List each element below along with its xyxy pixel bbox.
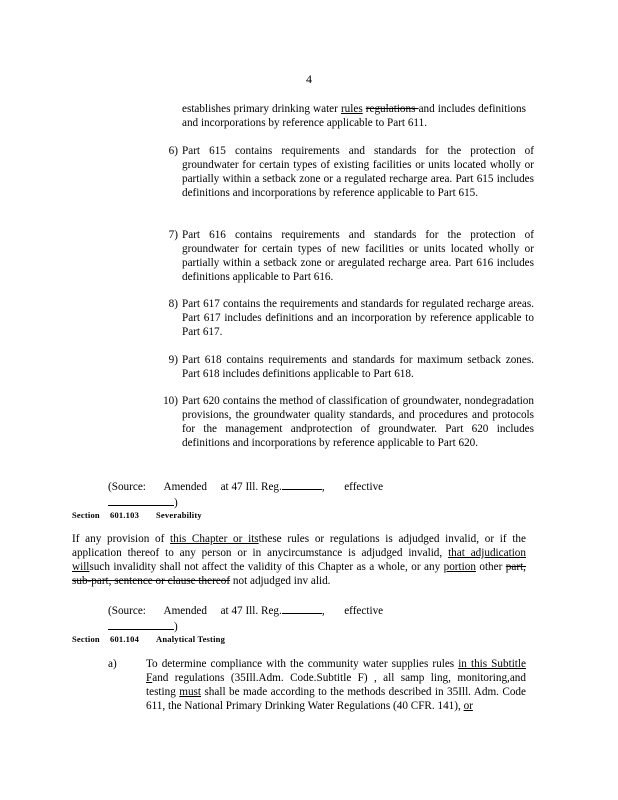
section-number: 601.104 (110, 634, 140, 644)
item-number: 9) (168, 354, 178, 366)
paragraph-text: If any provision of (72, 533, 171, 545)
source-note (108, 478, 448, 510)
section-title: Severability (156, 510, 202, 520)
inserted-text: portion (443, 561, 476, 573)
inserted-text: that adjudication will (72, 547, 526, 573)
paragraph-text: these rules or regulations is adjudged invalid, or if the application thereof to any person or in anycircumstance is adjudged invalid, (72, 533, 526, 559)
item-text: Part 617 contains the requirements and standards for regulated recharge areas. Part 617 includes definitions and an incorporation by reference applicable to Part 617. (182, 298, 534, 338)
source-close: ) (174, 621, 178, 633)
paragraph-text: such invalidity shall not affect the validity of this Chapter as a whole, or any (89, 561, 444, 573)
effective-blank (108, 618, 174, 630)
register-blank (282, 478, 322, 490)
paragraph-text: To determine compliance with the community water supplies rules (146, 658, 459, 670)
source-note (108, 602, 448, 634)
item-text: Part 615 contains requirements and standards for the protection of groundwater for certain types of existing facilities or units located wholly or partially within a setback zone or a regulated recharge area. Part 615 includes definitions and incorporations by reference applicable to Part 615. (182, 145, 534, 199)
paragraph-text: shall be made according to the methods described in 35Ill. Adm. Code 611, the National Primary Drinking Water Regulations (40 CFR. 141), (146, 686, 526, 712)
paragraph-text: and regulations (35Ill.Adm. Code.Subtitle F) , all samp ling, monitoring,and testing (146, 672, 526, 698)
inserted-text: must (179, 686, 202, 698)
item-text: Part 616 contains requirements and standards for the protection of groundwater for certain types of new facilities or units located wholly or partially within a setback zone or aregulated recharge area. Part 616 includes definitions applicable to Part 616. (182, 229, 534, 283)
continuation-text: establishes primary drinking water (182, 103, 341, 115)
inserted-text: or (463, 700, 473, 712)
source-amended: Amended (163, 605, 207, 617)
section-label: Section (72, 634, 100, 644)
item-number: 7) (168, 229, 178, 241)
source-comma: , (321, 481, 325, 493)
section-title: Analytical Testing (156, 634, 226, 644)
item-a-number: a) (108, 658, 117, 670)
page-number: 4 (306, 72, 312, 86)
section-label: Section (72, 510, 100, 520)
source-effective: effective (344, 605, 384, 617)
section-heading (72, 632, 225, 646)
inserted-text: this Chapter or its (170, 533, 259, 545)
item-text: Part 618 contains requirements and standards for maximum setback zones. Part 618 includes definitions applicable to Part 618. (182, 354, 534, 380)
severability-paragraph (72, 532, 526, 588)
continuation-paragraph (182, 102, 526, 130)
item-text: Part 620 contains the method of classification of groundwater, nondegradation provisions, the groundwater quality standards, and procedures and protocols for the management andprotection of groundwater. Part 620 includes definitions and incorporations by reference applicable to Part 620. (182, 395, 534, 449)
continuation-text: and includes definitions and incorporations by reference applicable to Part 611. (182, 103, 526, 129)
paragraph-text: other (475, 561, 506, 573)
register-blank (282, 602, 322, 614)
source-register: at 47 Ill. Reg. (220, 481, 282, 493)
section-heading (72, 508, 202, 522)
item-number: 8) (168, 298, 178, 310)
inserted-text: rules (340, 103, 363, 115)
source-label: (Source: (108, 481, 146, 493)
source-close: ) (174, 497, 178, 509)
deleted-text: regulations (365, 103, 419, 115)
source-effective: effective (344, 481, 384, 493)
deleted-text: part, sub-part, sentence or clause thereof (72, 561, 526, 587)
item-a-text (146, 657, 526, 713)
inserted-text: in this Subtitle F (146, 658, 526, 684)
paragraph-text: not adjudged inv alid. (230, 575, 331, 587)
source-amended: Amended (163, 481, 207, 493)
source-label: (Source: (108, 605, 146, 617)
effective-blank (108, 494, 174, 506)
item-number: 10) (163, 395, 178, 407)
section-number: 601.103 (110, 510, 140, 520)
source-comma: , (321, 605, 325, 617)
item-number: 6) (168, 145, 178, 157)
source-register: at 47 Ill. Reg. (220, 605, 282, 617)
